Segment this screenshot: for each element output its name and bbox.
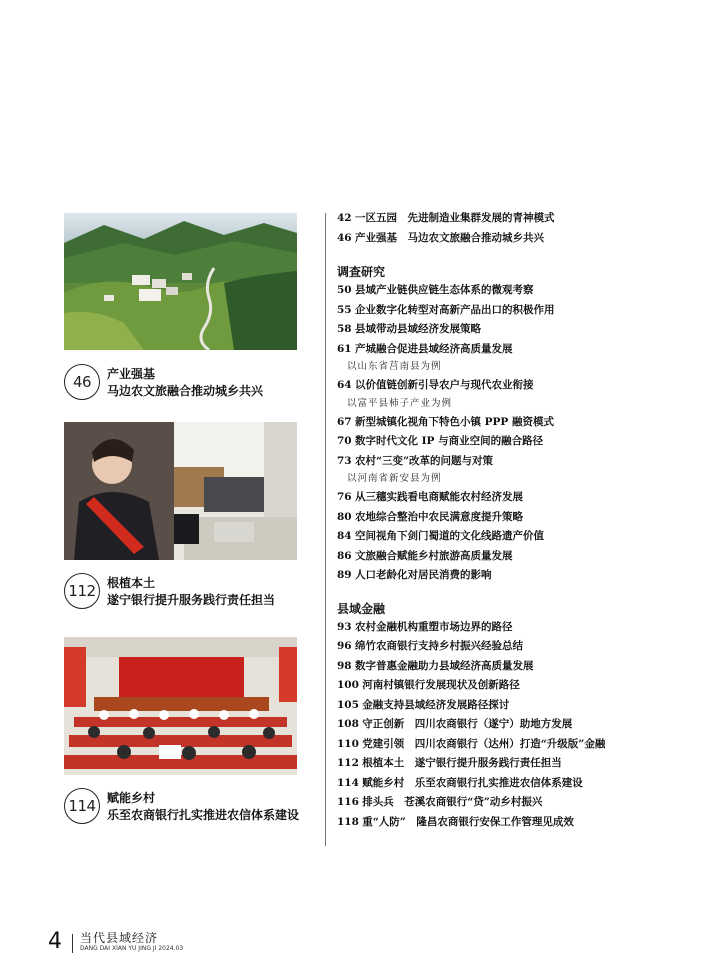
section-title: 县域金融 xyxy=(337,601,386,616)
toc-title: 绵竹农商银行支持乡村振兴经验总结 xyxy=(354,640,523,652)
feature-title: 赋能乡村 xyxy=(107,791,156,805)
toc-page-number: 118 xyxy=(337,815,359,828)
toc-title: 农地综合整治中农民满意度提升策略 xyxy=(354,510,523,523)
toc-page-number: 58 xyxy=(337,323,352,335)
toc-entry[interactable] xyxy=(337,320,707,340)
toc-entry[interactable] xyxy=(337,793,707,813)
toc-title: 从三穗实践看电商赋能农村经济发展 xyxy=(354,491,523,503)
page-circle: 46 xyxy=(64,364,100,400)
toc-page-number: 100 xyxy=(337,679,359,691)
toc-entry[interactable] xyxy=(337,376,707,396)
toc-note: 以山东省莒南县为例 xyxy=(347,361,442,372)
section-title: 调查研究 xyxy=(337,265,386,279)
toc-title: 县域带动县域经济发展策略 xyxy=(354,323,481,335)
toc-entry[interactable] xyxy=(337,566,707,586)
finance-entries xyxy=(337,618,707,833)
toc-title: 农村“三变”改革的问题与对策 xyxy=(354,454,494,467)
magazine-issue: DANG DAI XIAN YU JING JI 2024.03 xyxy=(80,945,184,952)
toc-entry[interactable] xyxy=(337,301,707,321)
toc-page-number: 110 xyxy=(337,737,359,750)
toc-note: 以富平县柿子产业为例 xyxy=(347,397,453,409)
toc-entry[interactable] xyxy=(337,657,707,677)
toc-title: 根植本土 遂宁银行提升服务践行责任担当 xyxy=(362,757,562,769)
toc-title: 数字时代文化 IP 与商业空间的融合路径 xyxy=(354,435,544,447)
toc-entry[interactable] xyxy=(337,508,707,528)
page-circle: 112 xyxy=(64,573,100,609)
toc-page-number: 67 xyxy=(337,415,352,428)
aerial-town-photo xyxy=(64,213,297,350)
magazine-name: 当代县域经济 xyxy=(80,931,159,945)
toc-entry[interactable] xyxy=(337,340,707,360)
feature-title: 根植本土 xyxy=(107,576,156,590)
toc-entry[interactable] xyxy=(337,281,707,301)
toc-title: 守正创新 四川农商银行（遂宁）助地方发展 xyxy=(362,718,573,730)
toc-title: 以价值链创新引导农户与现代农业衔接 xyxy=(354,379,534,391)
toc-title: 数字普惠金融助力县域经济高质量发展 xyxy=(354,659,534,672)
feature-subtitle: 马边农文旅融合推动城乡共兴 xyxy=(107,384,264,398)
feature-caption xyxy=(64,364,324,404)
meeting-hall-photo xyxy=(64,637,297,775)
toc-page-number: 89 xyxy=(337,569,352,581)
toc-page-number: 114 xyxy=(337,776,359,789)
toc-page-number: 50 xyxy=(337,284,352,296)
toc-page-number: 55 xyxy=(337,303,352,316)
toc-title: 人口老龄化对居民消费的影响 xyxy=(354,569,492,581)
toc-page-number: 70 xyxy=(337,435,352,447)
page-circle: 114 xyxy=(64,788,100,824)
toc-title: 赋能乡村 乐至农商银行扎实推进农信体系建设 xyxy=(362,776,583,789)
toc-title: 空间视角下剑门蜀道的文化线路遗产价值 xyxy=(354,530,544,542)
toc-page-number: 64 xyxy=(337,379,352,391)
toc-entry[interactable] xyxy=(337,527,707,547)
toc-title: 文旅融合赋能乡村旅游高质量发展 xyxy=(354,549,513,562)
toc-entry[interactable] xyxy=(337,432,707,452)
feature-caption xyxy=(64,788,324,828)
toc-entry[interactable] xyxy=(337,813,707,833)
toc-entry[interactable]: 46 产业强基 马边农文旅融合推动城乡共兴 xyxy=(337,231,544,244)
toc-page-number: 86 xyxy=(337,549,352,562)
toc-title: 党建引领 四川农商银行（达州）打造“升级版”金融 xyxy=(362,737,606,750)
toc-entry[interactable] xyxy=(337,715,707,735)
table-of-contents xyxy=(337,209,707,832)
toc-title: 产城融合促进县域经济高质量发展 xyxy=(354,342,513,355)
toc-title: 企业数字化转型对高新产品出口的积极作用 xyxy=(354,303,555,316)
toc-page-number: 61 xyxy=(337,342,352,355)
page-number: 4 xyxy=(48,929,62,954)
bank-service-photo xyxy=(64,422,297,560)
toc-entry[interactable] xyxy=(337,735,707,755)
toc-page-number: 98 xyxy=(337,659,352,672)
toc-title: 排头兵 苍溪农商银行“贷”动乡村振兴 xyxy=(362,796,543,808)
toc-page-number: 80 xyxy=(337,510,352,523)
column-divider xyxy=(325,213,326,846)
toc-page-number: 112 xyxy=(337,757,359,769)
toc-entry[interactable] xyxy=(337,488,707,508)
toc-page-number: 108 xyxy=(337,718,359,730)
toc-entry[interactable] xyxy=(337,547,707,567)
toc-note: 以河南省新安县为例 xyxy=(347,473,442,484)
toc-title: 农村金融机构重塑市场边界的路径 xyxy=(354,620,513,633)
survey-entries xyxy=(337,281,707,586)
toc-entry[interactable] xyxy=(337,413,707,433)
toc-entry[interactable] xyxy=(337,774,707,794)
toc-entry[interactable] xyxy=(337,637,707,657)
footer-divider xyxy=(72,934,73,953)
toc-title: 重“人防” 隆昌农商银行安保工作管理见成效 xyxy=(362,815,574,828)
toc-entry[interactable] xyxy=(337,696,707,716)
feature-caption xyxy=(64,573,324,613)
toc-title: 县域产业链供应链生态体系的微观考察 xyxy=(354,284,534,296)
toc-title: 金融支持县域经济发展路径探讨 xyxy=(362,698,510,711)
feature-subtitle: 遂宁银行提升服务践行责任担当 xyxy=(107,593,276,607)
toc-entry[interactable] xyxy=(337,754,707,774)
toc-title: 河南村镇银行发展现状及创新路径 xyxy=(362,679,520,691)
toc-entry[interactable] xyxy=(337,618,707,638)
toc-page-number: 76 xyxy=(337,491,352,503)
toc-title: 新型城镇化视角下特色小镇 PPP 融资模式 xyxy=(354,415,554,428)
toc-entry[interactable] xyxy=(337,676,707,696)
toc-entry[interactable]: 42 一区五园 先进制造业集群发展的青神模式 xyxy=(337,212,555,224)
toc-page-number: 93 xyxy=(337,620,352,633)
toc-page-number: 73 xyxy=(337,454,352,467)
toc-page-number: 96 xyxy=(337,640,352,652)
feature-title: 产业强基 xyxy=(107,367,156,381)
toc-page-number: 105 xyxy=(337,698,359,711)
toc-page-number: 116 xyxy=(337,796,359,808)
feature-subtitle: 乐至农商银行扎实推进农信体系建设 xyxy=(107,808,300,822)
toc-page-number: 84 xyxy=(337,530,352,542)
toc-entry[interactable] xyxy=(337,452,707,472)
